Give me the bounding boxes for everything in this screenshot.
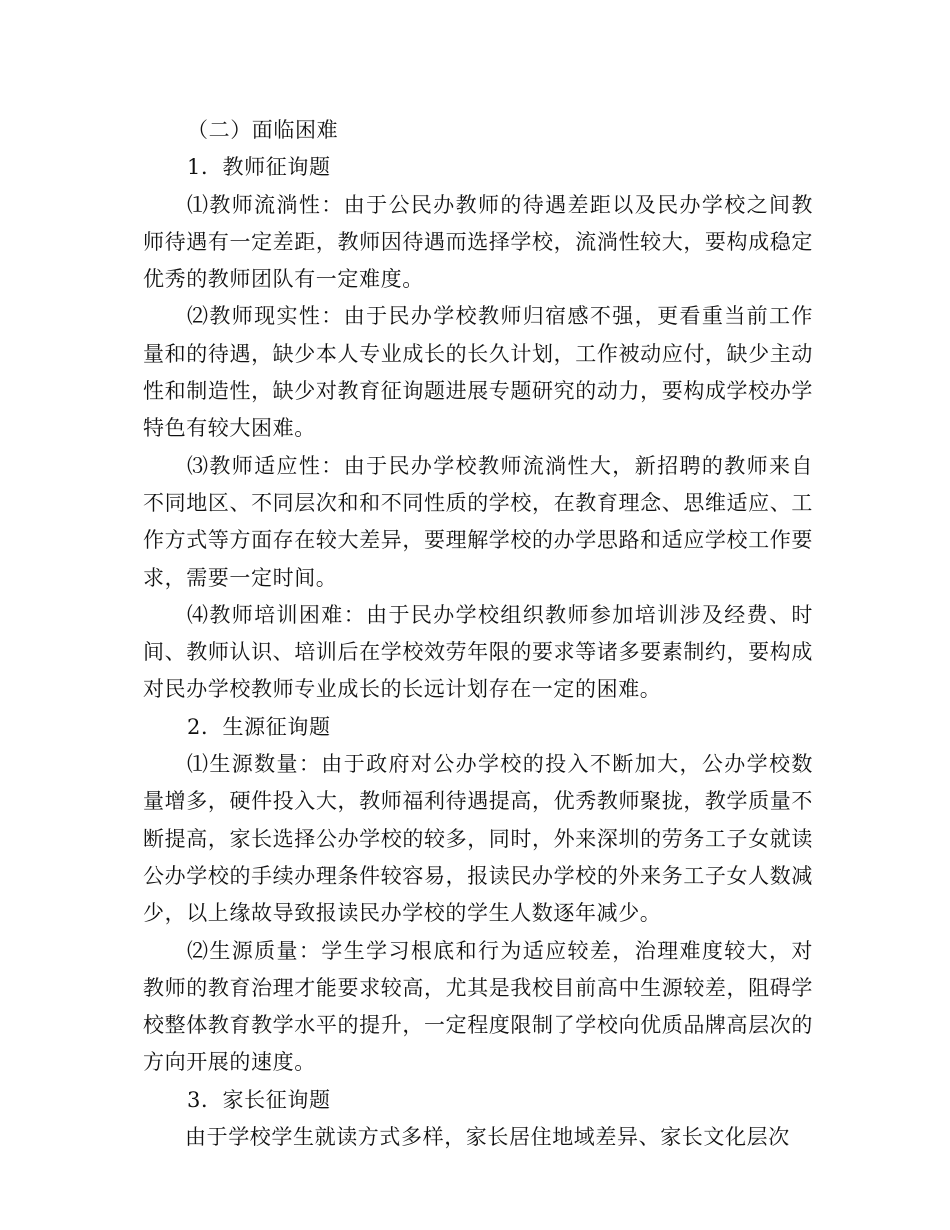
paragraph-teacher-mobility: ⑴教师流淌性：由于公民办教师的待遇差距以及民办学校之间教师待遇有一定差距，教师因待遇而选择学校，流淌性较大，要构成稳定优秀的教师团队有一定难度。 [143, 192, 813, 292]
section-heading-difficulties: （二）面临困难 [187, 118, 339, 142]
subheading-parent-issues: 3．家长征询题 [187, 1087, 331, 1112]
paragraph-teacher-training: ⑷教师培训困难：由于民办学校组织教师参加培训涉及经费、时间、教师认识、培训后在学校效劳年限的要求等诸多要素制约，要构成对民办学校教师专业成长的长远计划存在一定的困难。 [143, 602, 813, 702]
paragraph-student-quantity: ⑴生源数量：由于政府对公办学校的投入不断加大，公办学校数量增多，硬件投入大，教师福利待遇提高，优秀教师聚拢，教学质量不断提高，家长选择公办学校的较多，同时，外来深圳的劳务工子女就读公办学校的手续办理条件较容易，报读民办学校的外来务工子女人数减少，以上缘故导致报读民办学校的学生人数逐年减少。 [143, 752, 813, 926]
subheading-teacher-issues: 1．教师征询题 [187, 155, 331, 180]
document-body [143, 112, 813, 1156]
subheading-student-source: 2．生源征询题 [187, 714, 331, 739]
paragraph-teacher-adaptability: ⑶教师适应性：由于民办学校教师流淌性大，新招聘的教师来自不同地区、不同层次和和不同性质的学校，在教育理念、思维适应、工作方式等方面存在较大差异，要理解学校的办学思路和适应学校工作要求，需要一定时间。 [143, 453, 813, 590]
paragraph-teacher-practicality: ⑵教师现实性：由于民办学校教师归宿感不强，更看重当前工作量和的待遇，缺少本人专业成长的长久计划，工作被动应付，缺少主动性和制造性，缺少对教育征询题进展专题研究的动力，要构成学校办学特色有较大困难。 [143, 304, 813, 441]
paragraph-parent-issues: 由于学校学生就读方式多样，家长居住地域差异、家长文化层次 [185, 1125, 790, 1150]
paragraph-student-quality: ⑵生源质量：学生学习根底和行为适应较差，治理难度较大，对教师的教育治理才能要求较高，尤其是我校目前高中生源较差，阻碍学校整体教育教学水平的提升，一定程度限制了学校向优质品牌高层次的方向开展的速度。 [143, 938, 813, 1075]
